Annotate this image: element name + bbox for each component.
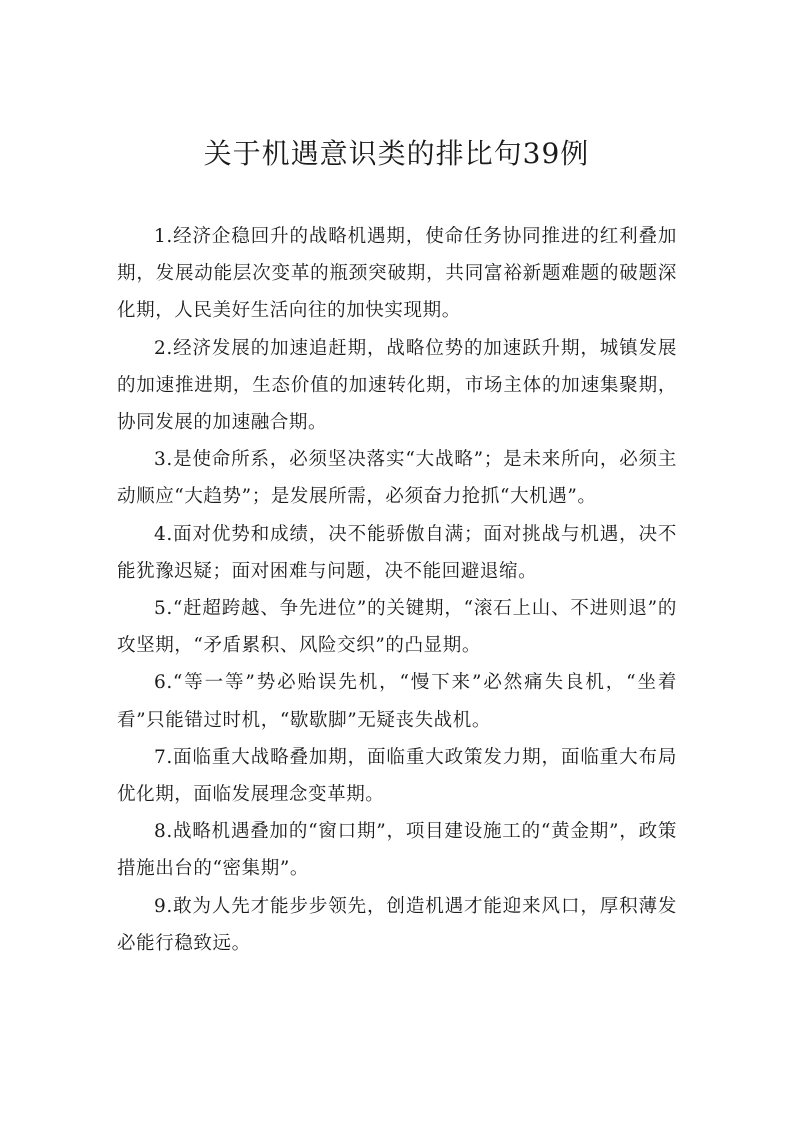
- paragraph-4: 4.面对优势和成绩，决不能骄傲自满；面对挑战与机遇，决不能犹豫迟疑；面对困难与问题，决不能回避退缩。: [117, 523, 677, 582]
- paragraph-8: 8.战略机遇叠加的“窗口期”，项目建设施工的“黄金期”，政策措施出台的“密集期”。: [117, 821, 677, 880]
- paragraph-2: 2.经济发展的加速追赶期，战略位势的加速跃升期，城镇发展的加速推进期，生态价值的加速转化期，市场主体的加速集聚期，协同发展的加速融合期。: [117, 337, 677, 434]
- paragraph-3: 3.是使命所系，必须坚决落实“大战略”；是未来所向，必须主动顺应“大趋势”；是发展所需，必须奋力抢抓“大机遇”。: [117, 449, 677, 508]
- document-body: [117, 218, 677, 962]
- paragraph-9: 9.敢为人先才能步步领先，创造机遇才能迎来风口，厚积薄发必能行稳致远。: [117, 895, 677, 954]
- page-title: 关于机遇意识类的排比句39例: [203, 137, 590, 170]
- paragraph-5: 5.“赶超跨越、争先进位”的关键期，“滚石上山、不进则退”的攻坚期，“矛盾累积、风险交织”的凸显期。: [117, 598, 677, 657]
- paragraph-1: 1.经济企稳回升的战略机遇期，使命任务协同推进的红利叠加期，发展动能层次变革的瓶颈突破期，共同富裕新题难题的破题深化期，人民美好生活向往的加快实现期。: [117, 226, 677, 322]
- paragraph-6: 6.“等一等”势必贻误先机，“慢下来”必然痛失良机，“坐着看”只能错过时机，“歇歇脚”无疑丧失战机。: [117, 672, 677, 731]
- paragraph-7: 7.面临重大战略叠加期，面临重大政策发力期，面临重大布局优化期，面临发展理念变革期。: [117, 746, 677, 806]
